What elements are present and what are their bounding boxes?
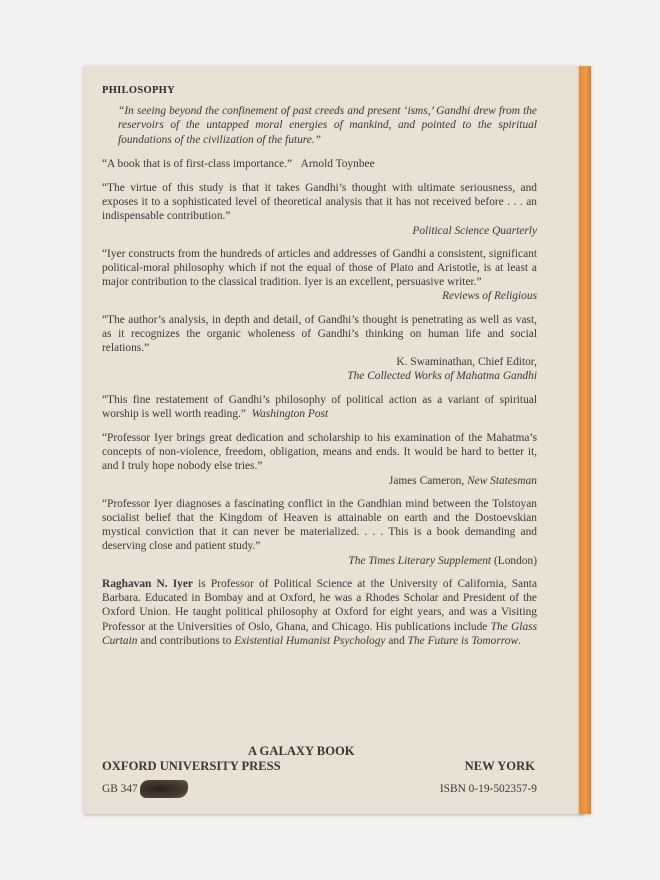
review-swaminathan: “The author’s analysis, in depth and detail, of Gandhi’s thought is penetrating as well as vast, as it recognizes the organic wholeness of Gandhi’s thinking on human life and social relations.” K. Swaminathan, Chief Editor, The Collected Works of Mahatma Gandhi	[102, 313, 537, 383]
publisher-footer	[102, 744, 537, 798]
catalog-code: GB 347	[102, 780, 188, 798]
cover-text	[102, 84, 537, 648]
book-spine-edge	[579, 66, 591, 814]
review-psq: “The virtue of this study is that it takes Gandhi’s thought with ultimate seriousness, and exposes it to a sophisticated level of theoretical analysis that it has not received before . . . an indispensable contribution.” Political Science Quarterly	[102, 182, 537, 237]
review-new-statesman: “Professor Iyer brings great dedication and scholarship to his examination of the Mahatma’s concepts of non-violence, freedom, obligation, means and ends. It would be hard to better it, and I truly hope nobody else tries.” James Cameron, New Statesman	[102, 432, 537, 487]
review-source: Reviews of Religious	[442, 290, 537, 303]
codes-row	[102, 780, 537, 798]
review-tls: “Professor Iyer diagnoses a fascinating conflict in the Gandhian mind between the Tolstoyan socialist belief that the Kingdom of Heaven is attainable on earth and the Dostoevskian mystical conviction that it can never be materialized. . . . This is a book demanding and deserving close and patient study.” The Times Literary Supplement (London)	[102, 497, 537, 567]
series-name: A GALAXY BOOK	[248, 744, 355, 758]
category-label: PHILOSOPHY	[102, 85, 176, 96]
review-religious: “Iyer constructs from the hundreds of articles and addresses of Gandhi a consistent, significant political-moral philosophy which if not the equal of those of Plato and Aristotle, is at least a major contribution to the classical tradition. Iyer is an excellent, persuasive writer.” Reviews of Religious	[102, 247, 537, 303]
review-source-name: K. Swaminathan, Chief Editor,	[396, 356, 537, 369]
review-washington-post: “This fine restatement of Gandhi’s philosophy of political action as a variant of spiritual worship is well worth reading.” Washington Post	[102, 393, 537, 420]
author-bio: Raghavan N. Iyer is Professor of Political Science at the University of California, Santa Barbara. Educated in Bombay and at Oxford, he was a Rhodes Scholar and President of the Oxford Union. He taught political philosophy at Oxford for eight years, and was a Visiting Professor at the Universities of Oslo, Ghana, and Chicago. His publications include The Glass Curtain and contributions to Existential Humanist Psychology and The Future is Tomorrow.	[102, 577, 538, 647]
publisher-name: OXFORD UNIVERSITY PRESS	[102, 759, 281, 773]
publisher-city: NEW YORK	[464, 759, 535, 773]
review-source: Washington Post	[251, 407, 329, 420]
author-name: Raghavan N. Iyer	[102, 577, 193, 590]
review-toynbee: “A book that is of first-class importance.” Arnold Toynbee	[102, 157, 375, 170]
review-source: Political Science Quarterly	[412, 224, 537, 237]
review-source: Arnold Toynbee	[300, 157, 375, 170]
price-sticker-residue	[140, 780, 188, 798]
publisher-line	[102, 759, 537, 774]
isbn: ISBN 0-19-502357-9	[439, 782, 537, 795]
review-source: The Times Literary Supplement (London)	[348, 554, 537, 567]
lead-quote: “In seeing beyond the confinement of past creeds and present ‘isms,’ Gandhi drew from the reservoirs of the untapped moral energies of mankind, and pointed to the spiritual foundations of the civilization of the future.”	[118, 105, 537, 146]
review-source-work: The Collected Works of Mahatma Gandhi	[347, 370, 537, 383]
review-source: James Cameron, New Statesman	[388, 474, 537, 487]
